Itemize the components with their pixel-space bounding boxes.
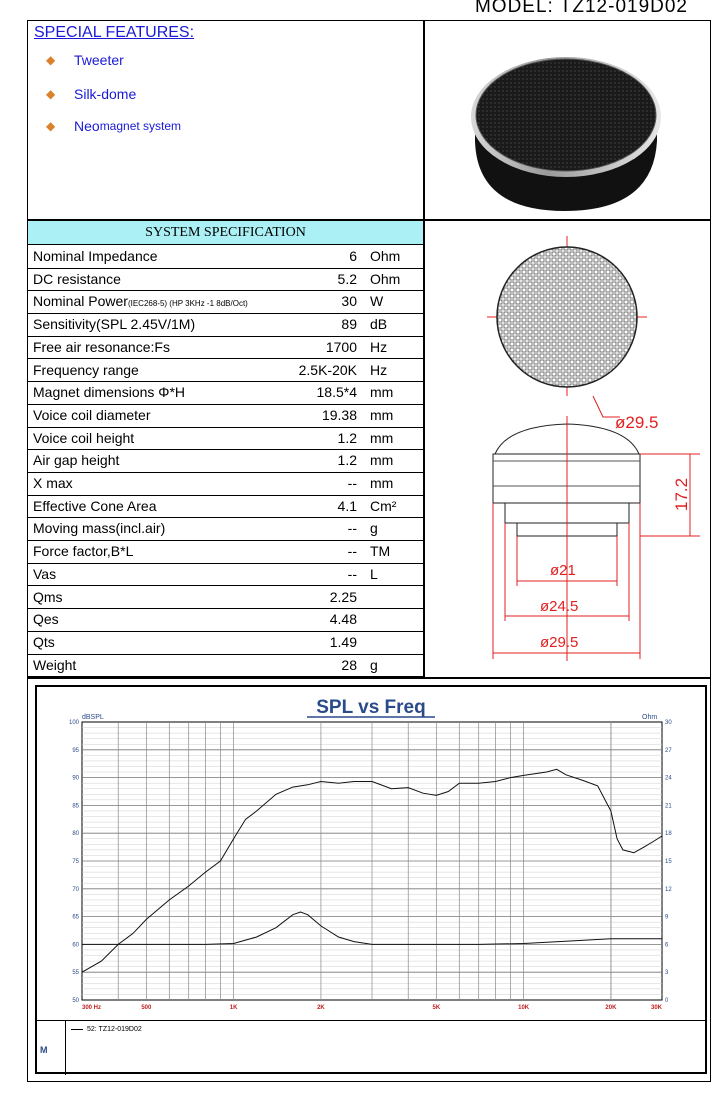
diamond-bullet-icon: ◆: [46, 87, 56, 101]
y-right-tick-label: 6: [665, 942, 669, 949]
legend-divider: [65, 1021, 66, 1075]
feature-item: [46, 52, 124, 68]
spec-value: 6: [349, 248, 357, 264]
y-right-tick-label: 27: [665, 747, 672, 754]
spec-name: Nominal Power(IEC268-5) (HP 3KHz -1 8dB/Oct): [33, 293, 248, 310]
spec-name: Free air resonance:Fs: [33, 338, 170, 355]
spec-row: [28, 427, 423, 451]
spec-row: [28, 404, 423, 428]
spec-row: [28, 608, 423, 632]
spec-row: [28, 359, 423, 383]
product-photo: [425, 21, 710, 218]
spec-title: SYSTEM SPECIFICATION: [28, 221, 423, 245]
spec-row: [28, 563, 423, 587]
spec-unit: Ohm: [370, 270, 401, 287]
x-tick-label: 300 Hz: [82, 1005, 102, 1011]
feature-text: Silk-dome: [74, 86, 137, 102]
x-tick-label: 10K: [518, 1005, 530, 1011]
spec-name: Nominal Impedance: [33, 248, 158, 264]
y-left-tick-label: 100: [68, 720, 79, 726]
y-left-tick-label: 95: [72, 747, 79, 754]
spec-value: 1.2: [337, 429, 357, 446]
spec-unit: Cm²: [370, 497, 397, 514]
spec-value: --: [347, 520, 357, 537]
y-right-tick-label: 9: [665, 914, 669, 921]
feature-subtext: magnet system: [99, 119, 182, 133]
spec-name: Moving mass(incl.air): [33, 520, 166, 537]
y-right-tick-label: 12: [665, 886, 672, 893]
spec-unit: dB: [370, 316, 388, 333]
spec-note: (IEC268-5) (HP 3KHz -1 8dB/Oct): [127, 299, 248, 309]
spec-unit: mm: [370, 384, 394, 401]
spec-unit: TM: [370, 543, 391, 560]
y-right-tick-label: 30: [665, 720, 672, 726]
spec-value: 4.48: [329, 611, 357, 628]
spec-row: [28, 472, 423, 496]
chart-title: SPL vs Freq: [316, 697, 426, 718]
x-tick-label: 500: [141, 1005, 152, 1011]
y-left-tick-label: 50: [72, 998, 79, 1004]
y-right-tick-label: 21: [665, 803, 672, 810]
x-tick-label: 1K: [229, 1005, 238, 1011]
spec-value: 1.49: [329, 633, 357, 650]
spec-name: Qms: [33, 588, 63, 605]
spec-name: Voice coil height: [33, 429, 135, 446]
feature-text: Neo: [74, 118, 100, 134]
spec-name: DC resistance: [33, 270, 121, 287]
dim-c-label: ø29.5: [540, 634, 579, 651]
spec-row: [28, 245, 423, 269]
legend-entry: [71, 1026, 142, 1033]
spl-chart: [37, 687, 705, 1020]
x-tick-label: 5K: [432, 1005, 441, 1011]
spec-row: [28, 631, 423, 655]
x-tick-label: 30K: [650, 1005, 662, 1011]
x-tick-label: 2K: [317, 1005, 325, 1011]
features-title: SPECIAL FEATURES:: [34, 24, 195, 41]
y-left-tick-label: 55: [72, 970, 79, 977]
spec-unit: Hz: [370, 361, 388, 378]
spec-row: [28, 586, 423, 610]
spec-unit: mm: [370, 475, 394, 491]
x-tick-label: 20K: [605, 1005, 617, 1011]
y-right-tick-label: 24: [665, 775, 672, 782]
dim-b-label: ø24.5: [540, 598, 579, 615]
spec-value: 4.1: [337, 497, 357, 514]
spec-unit: W: [370, 293, 384, 310]
dim-height-label: 17.2: [672, 477, 691, 511]
spec-row: [28, 336, 423, 360]
spec-unit: mm: [370, 452, 394, 469]
y-right-tick-label: 15: [665, 859, 672, 865]
grille-top-view: [497, 247, 637, 387]
spec-unit: g: [370, 520, 378, 537]
y-left-tick-label: 75: [72, 859, 79, 865]
y-left-tick-label: 90: [72, 775, 79, 782]
spec-value: 1.2: [337, 452, 357, 469]
spec-row: [28, 290, 423, 314]
spec-value: 19.38: [321, 406, 357, 423]
dim-face-label: ø29.5: [615, 413, 659, 432]
spec-name: Effective Cone Area: [33, 497, 157, 514]
spec-name: X max: [33, 475, 73, 491]
spec-unit: Ohm: [370, 248, 401, 264]
chart-legend: [35, 1020, 707, 1075]
legend-swatch: [71, 1029, 83, 1030]
y-right-tick-label: 18: [665, 831, 672, 838]
spec-row: [28, 654, 423, 678]
row-divider-bottom: [27, 677, 711, 679]
spec-value: 2.25: [329, 588, 357, 605]
y-left-label: dBSPL: [82, 714, 104, 721]
feature-item: [46, 86, 136, 102]
spec-row: [28, 268, 423, 292]
y-left-tick-label: 85: [72, 803, 79, 810]
spec-name: Weight: [33, 656, 77, 673]
spec-unit: mm: [370, 406, 394, 423]
spec-name: Magnet dimensions Φ*H: [33, 384, 186, 401]
y-left-tick-label: 65: [72, 914, 79, 921]
spec-unit: g: [370, 656, 378, 673]
spec-row: [28, 540, 423, 564]
feature-text: Tweeter: [74, 52, 124, 68]
spec-value: 28: [341, 656, 357, 673]
legend-entry-label: 52: TZ12-019D02: [87, 1026, 142, 1033]
y-left-tick-label: 70: [72, 886, 79, 893]
spec-name: Air gap height: [33, 452, 120, 469]
spec-unit: mm: [370, 429, 394, 446]
y-left-tick-label: 60: [72, 942, 79, 949]
spec-value: 1700: [325, 338, 357, 355]
spec-row: [28, 381, 423, 405]
spec-name: Sensitivity(SPL 2.45V/1M): [33, 316, 196, 333]
spec-value: 18.5*4: [316, 384, 357, 401]
spec-name: Qts: [33, 633, 55, 650]
spec-value: --: [347, 475, 357, 491]
spec-value: 30: [341, 293, 357, 310]
spec-name: Qes: [33, 611, 59, 628]
spec-row: [28, 449, 423, 473]
spec-name: Frequency range: [33, 361, 139, 378]
diamond-bullet-icon: ◆: [46, 53, 56, 67]
spec-unit: L: [370, 565, 378, 582]
y-left-tick-label: 80: [72, 831, 79, 838]
spec-row: [28, 495, 423, 519]
feature-item: [46, 118, 181, 134]
diamond-bullet-icon: ◆: [46, 119, 56, 133]
technical-drawing: [425, 221, 710, 676]
y-right-label: Ohm: [642, 714, 658, 721]
model-number: MODEL: TZ12-019D02: [474, 0, 688, 17]
y-right-tick-label: 0: [665, 998, 669, 1004]
spec-row: [28, 313, 423, 337]
y-right-tick-label: 3: [665, 970, 669, 977]
spec-value: --: [347, 543, 357, 560]
spec-value: 89: [341, 316, 357, 333]
spec-value: --: [347, 565, 357, 582]
spec-name: Force factor,B*L: [33, 543, 134, 560]
spec-name: Voice coil diameter: [33, 406, 151, 423]
spec-name: Vas: [33, 565, 57, 582]
legend-side-label: M: [40, 1045, 48, 1055]
spec-value: 5.2: [337, 270, 357, 287]
spec-value: 2.5K-20K: [298, 361, 357, 378]
spec-row: [28, 517, 423, 541]
dim-a-label: ø21: [550, 562, 576, 579]
spec-unit: Hz: [370, 338, 388, 355]
